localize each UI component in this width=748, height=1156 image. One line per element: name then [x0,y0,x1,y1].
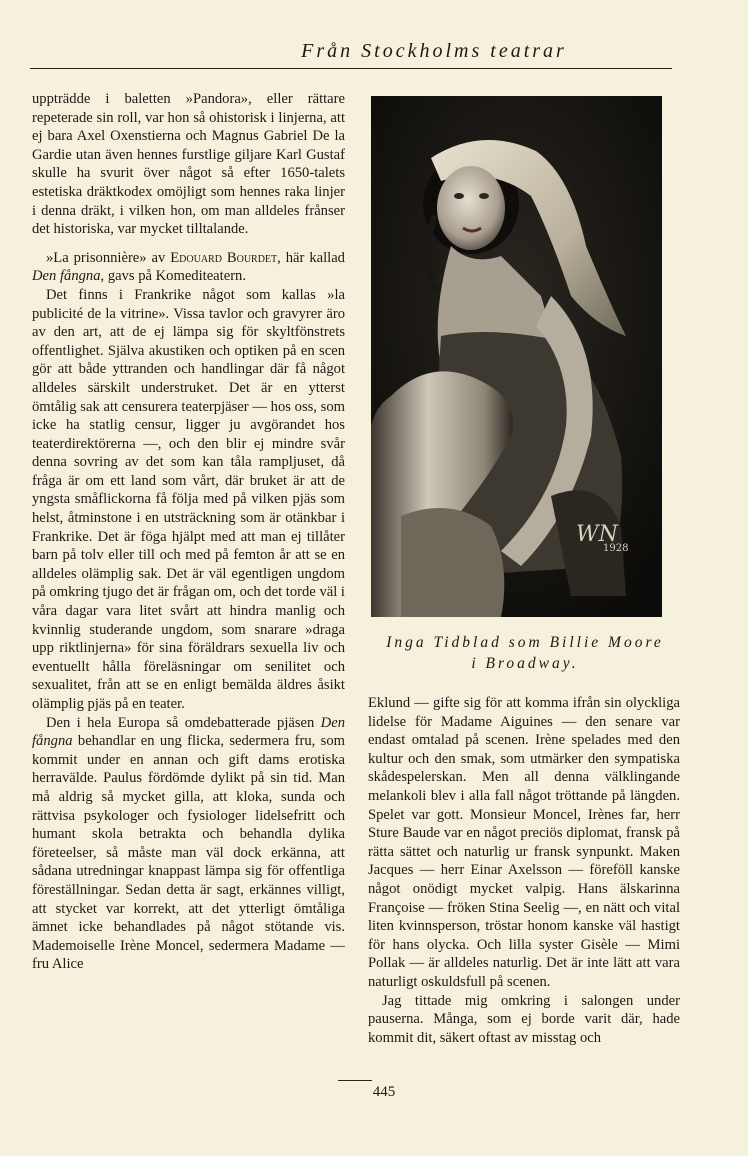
play-title: Den fångna [32,268,101,285]
photo-caption [360,632,690,674]
photographer-year: 1928 [603,543,629,554]
running-head: Från Stockholms teatrar [301,40,567,62]
portrait-photo [371,96,662,617]
paragraph: Det finns i Frankrike något som kallas »la publicité de la vitrine». Vissa tavlor och gravyrer äro av den art, att de ej lämpa sig för skyltfönstrets offentlighet. Själva akustiken och optiken på en scen gör att både yttranden och handlingar där få något alldeles särskilt understruket. Det är en ytterst ömtålig sak att censurera teaterpjäser — hos oss, som icke ha statlig censur, ligger ju avgörandet hos teaterdirektörerna —, och den blir ej mindre svår denna sovring av det som kan tåla rampljuset, då fråga är om ett land som vårt, där bruket är att de yngsta småflickorna få följa med på vilken pjäs som helst, åtminstone i en utsträckning som är otänkbar i Frankrike. Det är föga hjälpt med att man ej tillåter barn på tolv eller till och med på femton år att se en alldeles olämplig sak. Det är väl egentligen ungdom på omkring tjugo det är frågan om, och det torde väl i våra dagar vara litet svårt att hindra manlig och kvinnlig studerande ungdom, som snarare »draga upp riktlinjerna» för sina föräldrars sexuella liv och eventuellt hålla föreläsningar om senilitet och sexualitet, från att se en enligt bemälda äldres åsikt olämplig pjäs på en teater. [32,286,345,712]
paragraph: Den i hela Europa så omdebatterade pjäsen Den fångna behandlar en ung flicka, sedermera fru, som kommit under en annan och gift dams erotiska herravälde. Paulus fördömde dylikt på sin tid. Man må aldrig så mycket gilla, att kloka, sunda och rättvisa psykologer och fysiologer lidelsefritt och humant skola betrakta och behandla dylika företeelser, så måste man väl dock erkänna, att sådana utredningar knappast lämpa sig för offentliga föreställningar. Sedan detta är sagt, erkännes villigt, att stycket var korrekt, att det ytterligt ömtåliga ämnet icke behandlades på något stötande vis. Mademoiselle Irène Moncel, sedermera Madame — fru Alice [32,714,345,973]
paragraph: Jag tittade mig omkring i salongen under pauserna. Många, som ej borde varit där, hade kommit dit, säkert oftast av misstag och [368,992,680,1046]
paragraph: »La prisonnière» av Edouard Bourdet, här kallad Den fångna, gavs på Komediteatern. [32,249,345,285]
author-name: Edouard Bourdet [170,249,278,266]
photographer-monogram: WN [576,522,618,547]
right-column [368,694,680,1047]
paragraph: Eklund — gifte sig för att komma ifrån sin olyckliga lidelse för Madame Aiguines — den senare var endast omtalad på scenen. Irène spelades med den kultur och den smak, som utmärker den sympatiska skådespelerskan. Men all denna välklingande melankoli blev i alla fall något tröttande på längden. Spelet var gott. Monsieur Moncel, Irènes far, herr Sture Baude var en något preciös diplomat, fransk på rätta sättet och naturlig ur fransk synpunkt. Maken Jacques — herr Einar Axelsson — föreföll kanske något onödigt mycket valpig. Hans älskarinna Françoise — fröken Stina Seelig —, en nätt och vital liten kvinnsperson, tröstar honom kanske väl hastigt för hans olycka. Och lilla syster Gisèle — Mimi Pollak — är alldeles naturlig. Det är inte lätt att vara naturligt oskuldsfull på scenen. [368,695,680,990]
play-title: Den fångna [32,714,345,750]
page-number: 445 [372,1084,396,1100]
paragraph: uppträdde i baletten »Pandora», eller rättare repeterade sin roll, var hon så ohistorisk i linjerna, att ej bara Axel Oxenstierna och Magnus Gabriel De la Gardie utan även hennes furstlige giljare Karl Gustaf skulle ha svurit över något så efter 1650-talets estetiska dräktkodex omöjligt som hennes raka linjer i denna dräkt, i vilken hon, om man alldeles frånser det historiska, var mycket tilltalande. [32,91,345,238]
footer-rule [338,1080,372,1081]
header-rule [30,68,672,69]
left-column [32,90,345,974]
caption-line: i Broadway. [471,655,579,672]
portrait-illustration [371,96,662,617]
caption-line: Inga Tidblad som Billie Moore [386,634,664,651]
